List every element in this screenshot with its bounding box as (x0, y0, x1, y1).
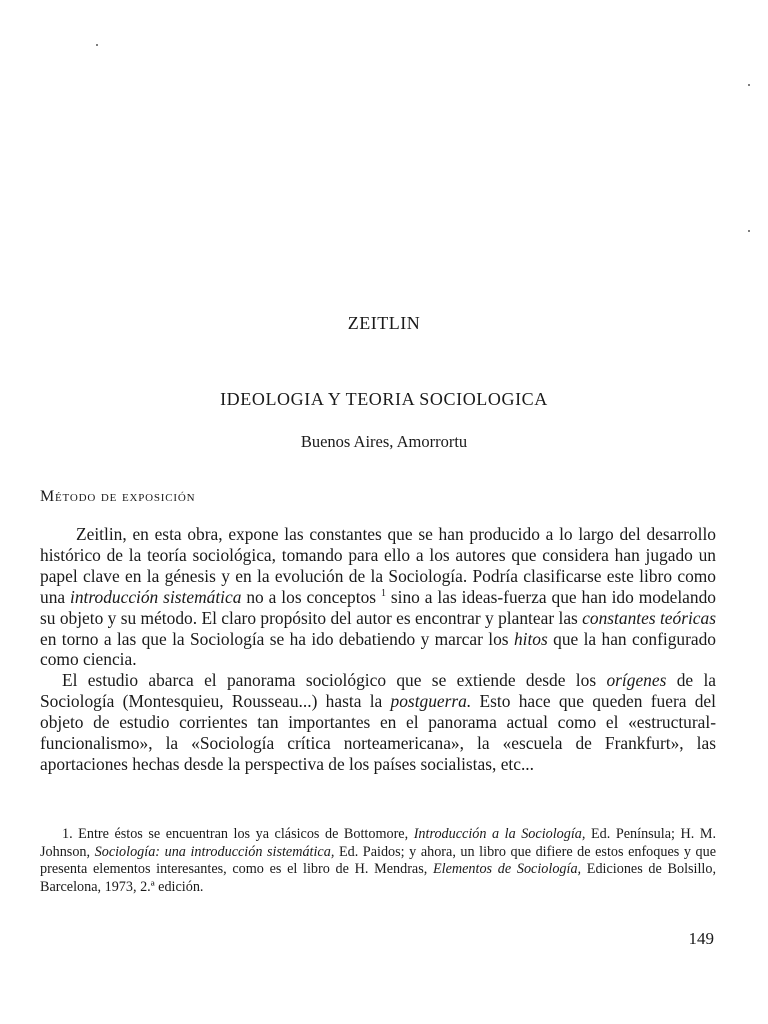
text-run: Ed. Península; H. M. Johnson, (40, 826, 716, 860)
scan-speck (748, 84, 750, 86)
scan-speck (748, 230, 750, 232)
book-publisher: Buenos Aires, Amorrortu (300, 432, 468, 451)
book-title: IDEOLOGIA Y TEORIA SOCIOLOGICA (220, 389, 548, 409)
text-run: Esto hace que queden fuera del objeto de estudio corrientes tan importantes en el panorama actual como el «estructural-funcionalismo», la «Sociología crítica norteamericana», la «escuela de Frankfurt», las aportaciones hechas desde la perspectiva de los países socialistas, etc... (40, 691, 716, 774)
paragraph-2 (40, 670, 716, 775)
italic-run: introducción sistemática (70, 586, 242, 607)
text-run: Ediciones de Bolsillo, Barcelona, 1973, 2.ª edición. (40, 861, 716, 895)
italic-run: orígenes (606, 670, 667, 691)
scan-speck (96, 44, 98, 46)
page-number: 149 (688, 929, 714, 948)
paragraph-1 (40, 524, 716, 670)
italic-run: hitos (513, 628, 548, 649)
text-run: de la Sociología (Montesquieu, Rousseau...) hasta la (40, 670, 716, 712)
footnote-reference: 1 (380, 587, 386, 599)
text-run: sino a las ideas-fuerza que han ido modelando su objeto y su método. El claro propósito del autor es encontrar y plantear las (40, 586, 716, 628)
italic-run: Introducción a la Sociología, (413, 826, 586, 842)
italic-run: postguerra. (390, 691, 472, 712)
text-run: Entre éstos se encuentran los ya clásicos de Bottomore, (72, 826, 414, 842)
text-run: Ed. Paidos; y ahora, un libro que difiere de estos enfoques y que presenta elementos interesantes, como es el libro de H. Mendras, (40, 843, 716, 878)
text-run: en torno a las que la Sociología se ha ido debatiendo y marcar los (40, 628, 514, 649)
italic-run: constantes teóricas (582, 607, 716, 628)
footnote (40, 826, 716, 896)
italic-run: Sociología: una introducción sistemática, (94, 843, 335, 860)
italic-run: Elementos de Sociología, (432, 861, 582, 878)
review-author: ZEITLIN (347, 313, 421, 333)
text-run: que la han configurado como ciencia. (40, 628, 717, 670)
body-text (40, 524, 716, 775)
text-run: Zeitlin, en esta obra, expone las constantes que se han producido a lo largo del desarrollo histórico de la teoría sociológica, tomando para ello a los autores que considera han jugado un papel clave en la génesis y en la evolución de la Sociología. Podría clasificarse este libro como una (40, 524, 716, 607)
text-run: El estudio abarca el panorama sociológico que se extiende desde los (62, 670, 607, 691)
footnote-number: 1. (62, 826, 73, 842)
text-run: no a los conceptos (241, 586, 377, 607)
section-heading: Método de exposición (40, 488, 196, 505)
